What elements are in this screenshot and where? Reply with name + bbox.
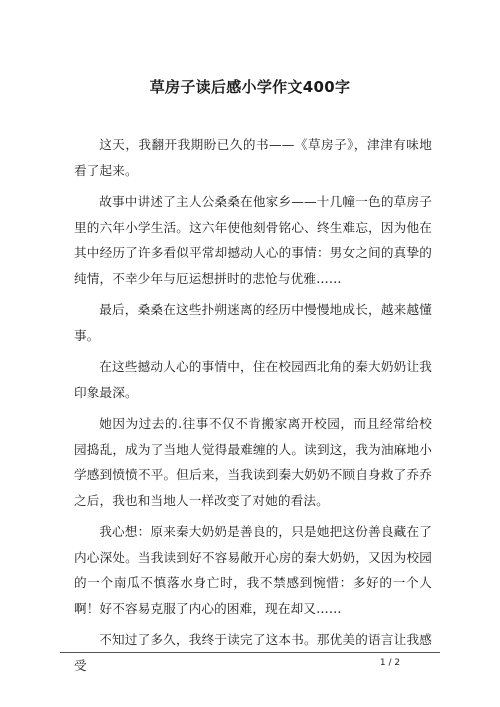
paragraph-4: 在这些撼动人心的事情中，住在校园西北角的秦大奶奶让我印象最深。: [74, 359, 432, 400]
page-number: 1 / 2: [379, 658, 401, 668]
paragraph-5: 她因为过去的.往事不仅不肯搬家离开校园，而且经常给校园捣乱，成为了当地人觉得最难缠的人。读到这，我为油麻地小学感到愤愤不平。但后来，当我读到秦大奶奶不顾自身救了乔乔之后，我也和当地人一样改变了对她的看法。: [74, 416, 432, 508]
paragraph-3: 最后，桑桑在这些扑朔迷离的经历中慢慢地成长，越来越懂事。: [74, 302, 432, 343]
footer-divider: [60, 652, 440, 653]
paragraph-2: 故事中讲述了主人公桑桑在他家乡——十几幢一色的草房子里的六年小学生活。这六年使他刻骨铭心、终生难忘，因为他在其中经历了许多看似平常却撼动人心的事情：男女之间的真挚的纯情，不幸少年与厄运想拼时的悲怆与优雅……: [74, 194, 432, 286]
page-title: 草房子读后感小学作文400字: [149, 78, 351, 96]
paragraph-6: 我心想：原来秦大奶奶是善良的，只是她把这份善良藏在了内心深处。当我读到好不容易敞开心房的秦大奶奶，又因为校园的一个南瓜不慎落水身亡时，我不禁感到惋惜：多好的一个人啊！好不容易克服了内心的困难，现在却又……: [74, 524, 432, 616]
paragraph-1: 这天，我翻开我期盼已久的书——《草房子》，津津有味地看了起来。: [74, 137, 432, 178]
essay-body: [74, 132, 432, 684]
paragraph-7: 不知过了多久，我终于读完了这本书。那优美的语言让我感受: [74, 632, 432, 673]
